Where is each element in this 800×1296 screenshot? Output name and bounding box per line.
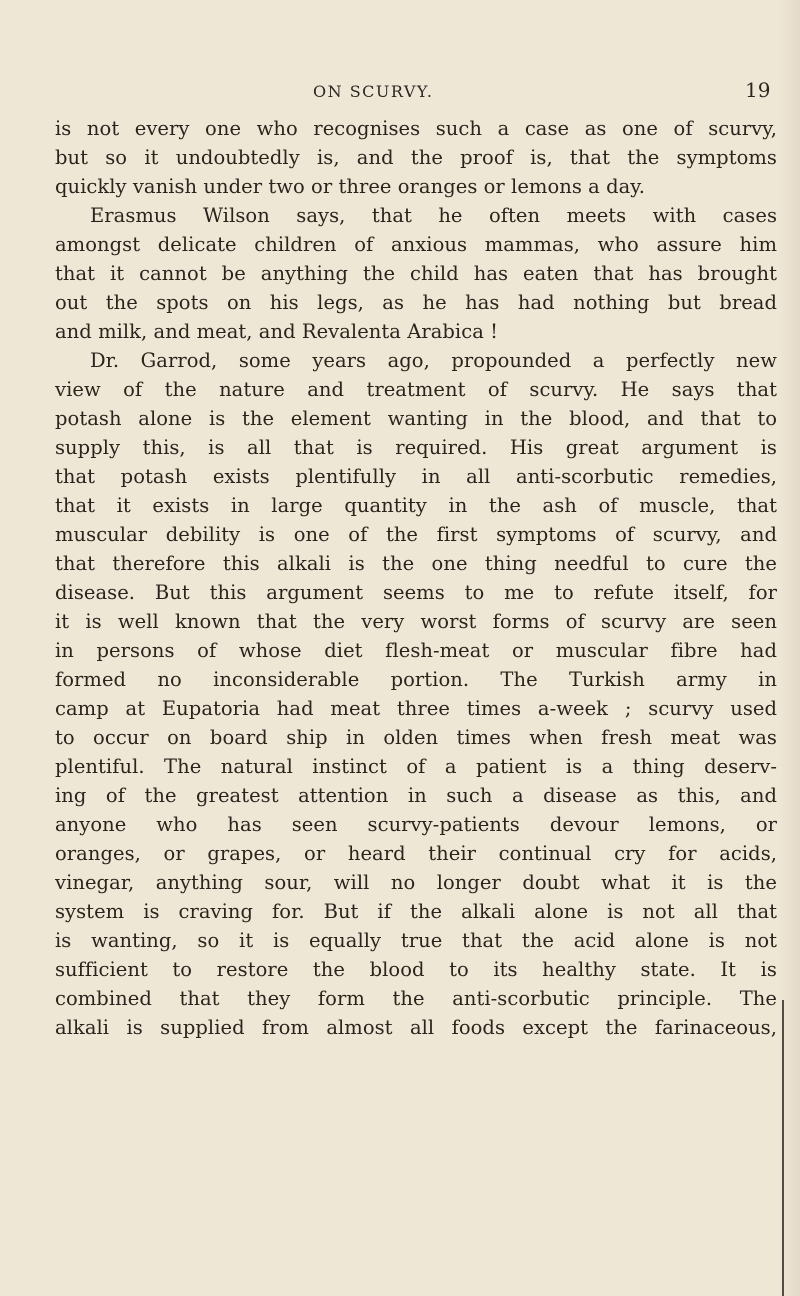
text-line: muscular debility is one of the first symptoms of scurvy, and	[55, 523, 777, 546]
running-head	[0, 78, 800, 112]
text-line: disease. But this argument seems to me to refute itself, for	[55, 581, 777, 604]
text-line: supply this, is all that is required. His great argument is	[55, 436, 777, 459]
text-line: alkali is supplied from almost all foods except the farinaceous,	[55, 1016, 777, 1039]
running-title: ON SCURVY.	[313, 82, 434, 101]
text-line: to occur on board ship in olden times when fresh meat was	[55, 726, 777, 749]
text-line: out the spots on his legs, as he has had nothing but bread	[55, 291, 777, 314]
body-text	[55, 114, 777, 1042]
text-line: system is craving for. But if the alkali alone is not all that	[55, 900, 777, 923]
text-line: and milk, and meat, and Revalenta Arabica !	[55, 320, 499, 343]
page-edge-line	[782, 1000, 784, 1296]
text-line: is wanting, so it is equally true that the acid alone is not	[55, 929, 777, 952]
text-line: view of the nature and treatment of scurvy. He says that	[55, 378, 777, 401]
text-line: that therefore this alkali is the one thing needful to cure the	[55, 552, 777, 575]
text-line: is not every one who recognises such a case as one of scurvy,	[55, 117, 777, 140]
text-line: in persons of whose diet flesh-meat or muscular fibre had	[55, 639, 777, 662]
text-line: ing of the greatest attention in such a disease as this, and	[55, 784, 777, 807]
text-line: that it exists in large quantity in the ash of muscle, that	[55, 494, 777, 517]
text-line: Erasmus Wilson says, that he often meets with cases	[90, 204, 777, 227]
text-line: sufficient to restore the blood to its healthy state. It is	[55, 958, 777, 981]
text-line: it is well known that the very worst forms of scurvy are seen	[55, 610, 777, 633]
text-line: plentiful. The natural instinct of a patient is a thing deserv-	[55, 755, 777, 778]
text-line: that it cannot be anything the child has eaten that has brought	[55, 262, 777, 285]
text-line: combined that they form the anti-scorbutic principle. The	[55, 987, 777, 1010]
text-line: vinegar, anything sour, will no longer doubt what it is the	[55, 871, 777, 894]
text-line: anyone who has seen scurvy-patients devour lemons, or	[55, 813, 777, 836]
text-line: but so it undoubtedly is, and the proof is, that the symptoms	[55, 146, 777, 169]
text-line: oranges, or grapes, or heard their continual cry for acids,	[55, 842, 777, 865]
text-line: potash alone is the element wanting in the blood, and that to	[55, 407, 777, 430]
text-line: Dr. Garrod, some years ago, propounded a perfectly new	[90, 349, 777, 372]
text-line: quickly vanish under two or three oranges or lemons a day.	[55, 175, 646, 198]
page-number: 19	[745, 78, 771, 102]
text-line: that potash exists plentifully in all anti-scorbutic remedies,	[55, 465, 777, 488]
text-line: formed no inconsiderable portion. The Turkish army in	[55, 668, 777, 691]
text-line: amongst delicate children of anxious mammas, who assure him	[55, 233, 777, 256]
text-line: camp at Eupatoria had meat three times a-week ; scurvy used	[55, 697, 777, 720]
